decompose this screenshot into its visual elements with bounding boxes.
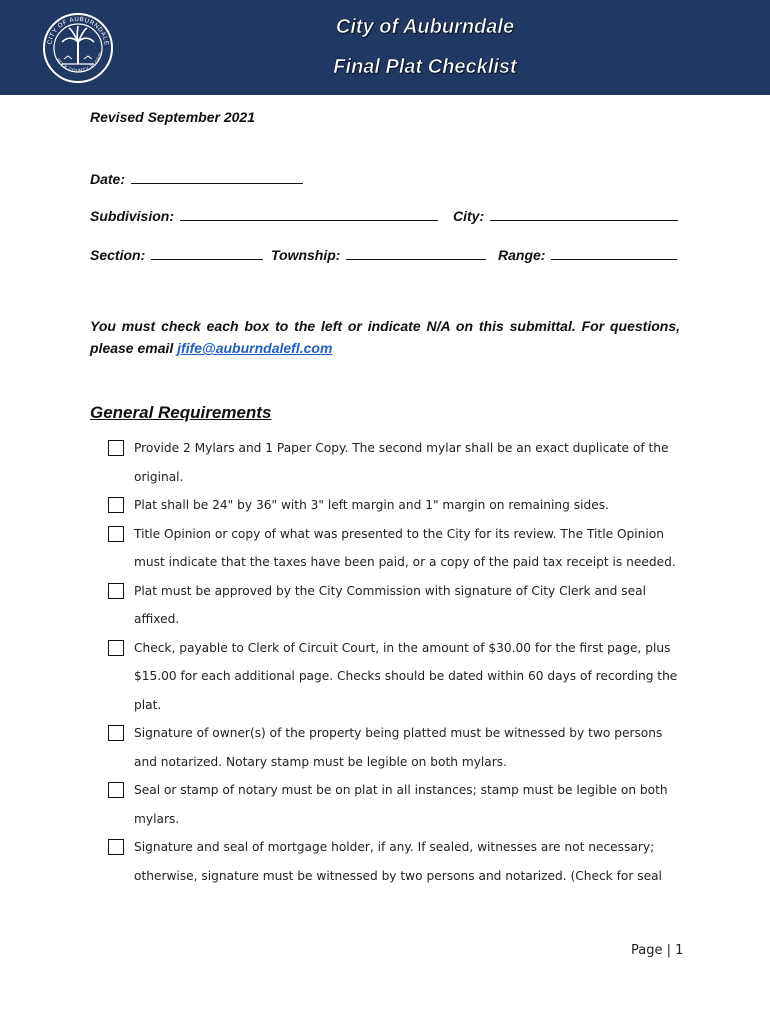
checklist-item xyxy=(108,577,688,634)
range-label: Range: xyxy=(498,247,546,263)
section-label: Section: xyxy=(90,247,146,263)
section-field[interactable] xyxy=(90,247,263,263)
section-heading: General Requirements xyxy=(90,403,272,422)
svg-text:CITY OF AUBURNDALE: CITY OF AUBURNDALE xyxy=(46,15,110,47)
document-title: City of Auburndale xyxy=(335,16,515,38)
checkbox[interactable] xyxy=(108,526,124,542)
checklist-item-text: Plat shall be 24" by 36" with 3" left margin and 1" margin on remaining sides. xyxy=(134,498,609,512)
checklist-item xyxy=(108,833,688,890)
checkbox[interactable] xyxy=(108,640,124,656)
checklist-item xyxy=(108,520,688,577)
date-label: Date: xyxy=(90,171,126,187)
checkbox[interactable] xyxy=(108,440,124,456)
city-label: City: xyxy=(453,208,485,224)
contact-email-link[interactable]: jfife@auburndalefl.com xyxy=(177,340,333,356)
checklist-item xyxy=(108,719,688,776)
checkbox[interactable] xyxy=(108,583,124,599)
checklist-item-text: Check, payable to Clerk of Circuit Court, in the amount of $30.00 for the first page, plus $15.00 for each additional page. Checks should be dated within 60 days of recording the plat. xyxy=(134,640,678,712)
city-input-line[interactable] xyxy=(490,208,678,221)
range-input-line[interactable] xyxy=(551,247,677,260)
checklist-item xyxy=(108,434,688,491)
checklist-item xyxy=(108,776,688,833)
city-seal-icon xyxy=(42,12,114,84)
requirements-checklist xyxy=(108,434,688,890)
checklist-item-text: Signature of owner(s) of the property being platted must be witnessed by two persons and notarized. Notary stamp must be legible on both mylars. xyxy=(134,726,663,769)
date-input-line[interactable] xyxy=(131,171,303,184)
subdivision-field[interactable] xyxy=(90,208,438,224)
subdivision-input-line[interactable] xyxy=(180,208,438,221)
checklist-item-text: Provide 2 Mylars and 1 Paper Copy. The second mylar shall be an exact duplicate of the original. xyxy=(134,441,669,484)
checklist-item xyxy=(108,634,688,720)
checklist-item-text: Seal or stamp of notary must be on plat in all instances; stamp must be legible on both mylars. xyxy=(134,783,668,826)
subdivision-label: Subdivision: xyxy=(90,208,174,224)
instructions-paragraph xyxy=(90,315,680,359)
page-number: Page | 1 xyxy=(631,943,684,958)
revision-note: Revised September 2021 xyxy=(90,109,255,125)
township-input-line[interactable] xyxy=(346,247,486,260)
checklist-item xyxy=(108,491,688,520)
checklist-item-text: Title Opinion or copy of what was presented to the City for its review. The Title Opinion must indicate that the taxes have been paid, or a copy of the paid tax receipt is needed. xyxy=(134,526,676,569)
svg-text:POLK COUNTY, FLORIDA: POLK COUNTY, FLORID xyxy=(55,51,104,74)
township-field[interactable] xyxy=(271,247,486,263)
instructions-text: You must check each box to the left or indicate N/A on this submittal. For questions, please email xyxy=(90,318,680,356)
page-header xyxy=(0,0,770,95)
city-field[interactable] xyxy=(453,208,678,224)
checkbox[interactable] xyxy=(108,725,124,741)
checkbox[interactable] xyxy=(108,839,124,855)
checkbox[interactable] xyxy=(108,782,124,798)
township-label: Township: xyxy=(271,247,341,263)
range-field[interactable] xyxy=(498,247,677,263)
document-subtitle: Final Plat Checklist xyxy=(333,56,517,78)
checklist-item-text: Signature and seal of mortgage holder, if any. If sealed, witnesses are not necessary; otherwise, signature must be witnessed by two persons and notarized. (Check for seal xyxy=(134,840,662,883)
date-field[interactable] xyxy=(90,171,303,187)
checklist-item-text: Plat must be approved by the City Commission with signature of City Clerk and seal affixed. xyxy=(134,583,646,626)
section-input-line[interactable] xyxy=(151,247,263,260)
checkbox[interactable] xyxy=(108,497,124,513)
